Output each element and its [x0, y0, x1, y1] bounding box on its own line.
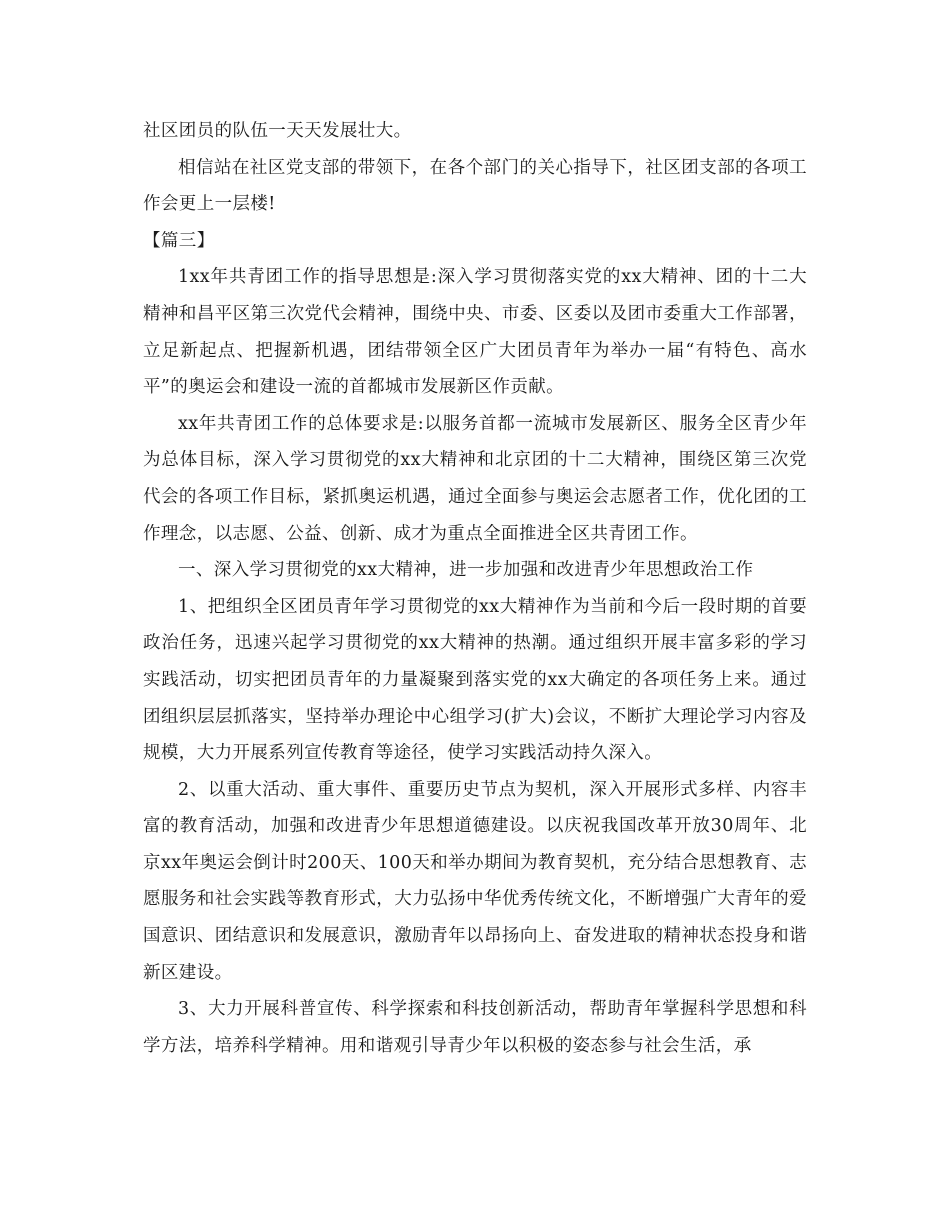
- paragraph-closing: 相信站在社区党支部的带领下，在各个部门的关心指导下，社区团支部的各项工作会更上一层楼!: [143, 157, 807, 215]
- paragraph-continuation: 社区团员的队伍一天天发展壮大。: [143, 121, 412, 141]
- paragraph-item-3: 3、大力开展科普宣传、科学探索和科技创新活动，帮助青年掌握科学思想和科学方法，培养科学精神。用和谐观引导青少年以积极的姿态参与社会生活，承: [143, 999, 807, 1056]
- subsection-heading-one: 一、深入学习贯彻党的xx大精神，进一步加强和改进青少年思想政治工作: [178, 560, 754, 581]
- paragraph-item-2: 2、以重大活动、重大事件、重要历史节点为契机，深入开展形式多样、内容丰富的教育活动，加强和改进青少年思想道德建设。以庆祝我国改革开放30周年、北京xx年奥运会倒计时200天、100天和举办期间为教育契机，充分结合思想教育、志愿服务和社会实践等教育形式，大力弘扬中华优秀传统文化，不断增强广大青年的爱国意识、团结意识和发展意识，激励青年以昂扬向上、奋发进取的精神状态投身和谐新区建设。: [143, 779, 807, 983]
- section-heading: 【篇三】: [143, 230, 215, 251]
- paragraph-item-1: 1、把组织全区团员青年学习贯彻党的xx大精神作为当前和今后一段时期的首要政治任务，迅速兴起学习贯彻党的xx大精神的热潮。通过组织开展丰富多彩的学习实践活动，切实把团员青年的力量凝聚到落实党的xx大确定的各项任务上来。通过团组织层层抓落实，坚持举办理论中心组学习(扩大)会议，不断扩大理论学习内容及规模，大力开展系列宣传教育等途径，使学习实践活动持久深入。: [143, 596, 807, 764]
- paragraph-guiding-ideology: 1xx年共青团工作的指导思想是:深入学习贯彻落实党的xx大精神、团的十二大精神和昌平区第三次党代会精神，围绕中央、市委、区委以及团市委重大工作部署，立足新起点、把握新机遇，团结带领全区广大团员青年为举办一届“有特色、高水平”的奥运会和建设一流的首都城市发展新区作贡献。: [143, 267, 807, 398]
- paragraph-overall-requirements: xx年共青团工作的总体要求是:以服务首都一流城市发展新区、服务全区青少年为总体目标，深入学习贯彻党的xx大精神和北京团的十二大精神，围绕区第三次党代会的各项工作目标，紧抓奥运机遇，通过全面参与奥运会志愿者工作，优化团的工作理念，以志愿、公益、创新、成才为重点全面推进全区共青团工作。: [143, 413, 807, 544]
- document-body: [143, 113, 807, 1064]
